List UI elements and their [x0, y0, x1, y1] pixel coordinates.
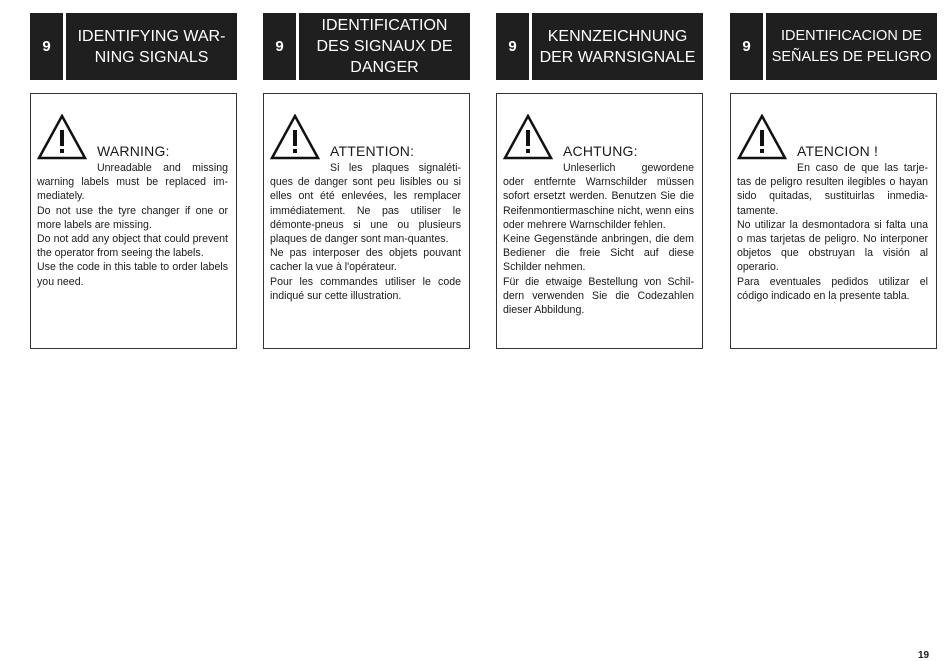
section-title [66, 13, 237, 80]
section-number: 9 [30, 13, 63, 80]
warning-paragraph: Keine Gegenstände anbringen, die dem Bediener die freie Sicht auf diese Schilder nehmen. [503, 233, 694, 274]
section-french [263, 13, 470, 302]
section-title-line: IDENTIFICACION DE [781, 27, 922, 44]
warning-text [503, 161, 694, 317]
warning-paragraph: Do not add any object that could prevent the operator from seeing the labels. [37, 233, 228, 260]
warning-title: ATENCION ! [797, 143, 879, 159]
warning-paragraph: Use the code in this table to order labels you need. [37, 261, 228, 288]
section-title-line: SEÑALES DE PELIGRO [771, 48, 932, 65]
section-title-line: NING SIGNALS [94, 48, 209, 66]
section-header [263, 13, 470, 80]
section-title-line: KENNZEICHNUNG [547, 27, 688, 45]
section-title [299, 13, 470, 80]
warning-paragraph: Für die etwaige Bestellung von Schil-dern verwenden Sie die Codezahlen dieser Abbildung. [503, 275, 694, 317]
warning-title: ACHTUNG: [563, 143, 638, 159]
section-title-line: DANGER [350, 59, 419, 76]
warning-paragraph: No utilizar la desmontadora si falta una o mas tarjetas de peligro. No interponer objetos que obstruyan la visión al operario. [737, 218, 928, 274]
warning-paragraph: En caso de que las tarje-tas de peligro resulten ilegibles o hayan sido quitadas, sustituirlas inmedia-tamente. [737, 162, 928, 217]
warning-paragraph: Pour les commandes utiliser le code indiqué sur cette illustration. [270, 275, 461, 302]
section-number: 9 [496, 13, 529, 80]
section-title-line: IDENTIFICATION [321, 17, 448, 34]
warning-text [270, 161, 461, 303]
warning-paragraph: Do not use the tyre changer if one or more labels are missing. [37, 204, 228, 231]
section-title-line: DES SIGNAUX DE [316, 38, 453, 55]
page-number: 19 [918, 650, 930, 661]
section-title [766, 13, 937, 80]
section-header [730, 13, 937, 80]
warning-triangle-icon [270, 114, 320, 160]
warning-box [730, 93, 937, 349]
section-title [532, 13, 703, 80]
warning-text [37, 161, 228, 289]
section-header [496, 13, 703, 80]
warning-text [737, 161, 928, 303]
warning-paragraph: Unreadable and missing warning labels must be replaced im-mediately. [37, 162, 228, 203]
section-title-line: IDENTIFYING WAR- [77, 27, 226, 45]
warning-triangle-icon [737, 114, 787, 160]
warning-title: WARNING: [97, 143, 170, 159]
warning-paragraph: Unleserlich gewordene oder entfernte Warnschilder müssen sofort ersetzt werden. Benutzen Sie die Reifenmontiermaschine nicht, wenn eins oder mehrere Warnschilder fehlen. [503, 162, 694, 231]
warning-triangle-icon [37, 114, 87, 160]
warning-paragraph: Ne pas interposer des objets pouvant cacher la vue à l'opérateur. [270, 247, 461, 274]
warning-title: ATTENTION: [330, 143, 415, 159]
section-number: 9 [263, 13, 296, 80]
section-title-line: DER WARNSIGNALE [539, 48, 696, 66]
warning-paragraph: Si les plaques signaléti-ques de danger sont peu lisibles ou si elles ont été enlevées, les remplacer immédiatement. Ne pas utiliser le démonte-pneus si une ou plusieurs plaques de danger sont man-quantes. [270, 162, 461, 246]
section-english [30, 13, 237, 288]
warning-triangle-icon [503, 114, 553, 160]
section-german [496, 13, 703, 317]
section-header [30, 13, 237, 80]
warning-box [263, 93, 470, 349]
warning-box [496, 93, 703, 349]
section-number: 9 [730, 13, 763, 80]
warning-paragraph: Para eventuales pedidos utilizar el código indicado en la presente tabla. [737, 275, 928, 302]
section-spanish [730, 13, 937, 302]
warning-box [30, 93, 237, 349]
